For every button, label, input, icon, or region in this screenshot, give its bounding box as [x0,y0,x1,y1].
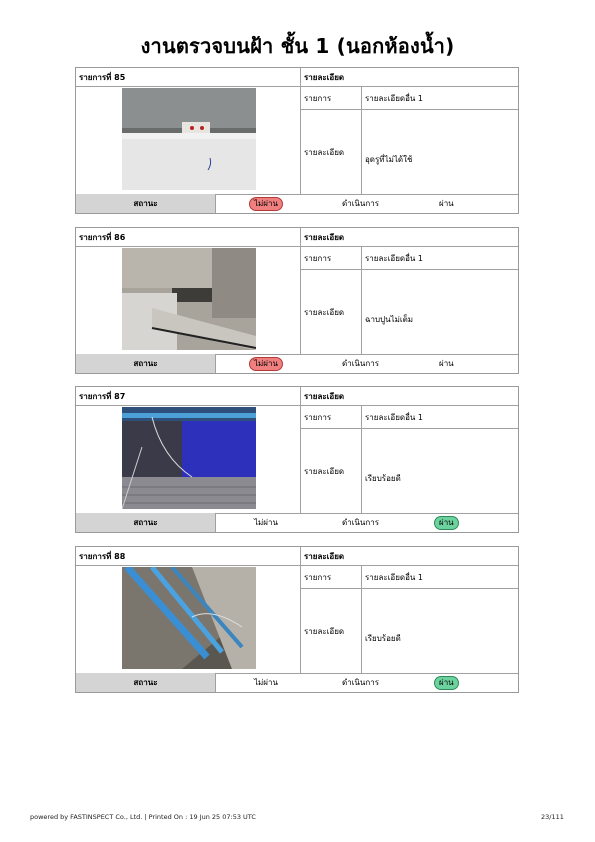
status-label: สถานะ [76,354,216,373]
detail-heading: รายละเอียด [304,392,345,401]
status-fail-option[interactable]: ไม่ผ่าน [254,518,278,527]
item-heading: รายการที่ 88 [79,552,126,561]
inspection-photo[interactable] [122,88,256,190]
status-fail-option[interactable]: ไม่ผ่าน [249,357,283,371]
status-in-progress-option[interactable]: ดำเนินการ [342,518,379,527]
detail-label: รายละเอียด [304,307,345,317]
item-value: รายละเอียดอื่น 1 [365,93,424,103]
status-in-progress-option[interactable]: ดำเนินการ [342,199,379,208]
detail-value: เรียบร้อยดี [365,633,401,643]
inspection-card-85 [75,67,519,214]
item-label: รายการ [304,253,332,263]
detail-label: รายละเอียด [304,147,345,157]
status-pass-option[interactable]: ผ่าน [439,359,454,368]
item-label: รายการ [304,572,332,582]
detail-label: รายละเอียด [304,626,345,636]
inspection-card-88 [75,546,519,693]
page-title: งานตรวจบนฝ้า ชั้น 1 (นอกห้องน้ำ) [140,34,455,58]
inspection-card-86 [75,227,519,374]
status-label: สถานะ [76,194,216,213]
item-label: รายการ [304,93,332,103]
status-pass-option[interactable]: ผ่าน [434,676,459,690]
status-row [76,673,518,692]
item-heading: รายการที่ 86 [79,233,126,242]
status-row [76,513,518,532]
inspection-photo[interactable] [122,407,256,509]
status-in-progress-option[interactable]: ดำเนินการ [342,359,379,368]
item-heading: รายการที่ 87 [79,392,126,401]
status-label: สถานะ [76,673,216,692]
detail-value: เรียบร้อยดี [365,473,401,483]
detail-value: ฉาบปูนไม่เต็ม [365,314,414,324]
status-fail-option[interactable]: ไม่ผ่าน [254,678,278,687]
item-value: รายละเอียดอื่น 1 [365,572,424,582]
status-pass-option[interactable]: ผ่าน [439,199,454,208]
item-value: รายละเอียดอื่น 1 [365,253,424,263]
status-label: สถานะ [76,513,216,532]
status-row [76,194,518,213]
status-fail-option[interactable]: ไม่ผ่าน [249,197,283,211]
page-number: 23/111 [541,813,564,821]
status-pass-option[interactable]: ผ่าน [434,516,459,530]
detail-label: รายละเอียด [304,466,345,476]
inspection-photo[interactable] [122,248,256,350]
detail-value: อุดรูที่ไม่ได้ใช้ [365,154,413,164]
inspection-card-87 [75,386,519,533]
status-in-progress-option[interactable]: ดำเนินการ [342,678,379,687]
detail-heading: รายละเอียด [304,552,345,561]
item-value: รายละเอียดอื่น 1 [365,412,424,422]
inspection-photo[interactable] [122,567,256,669]
item-heading: รายการที่ 85 [79,73,126,82]
status-row [76,354,518,373]
detail-heading: รายละเอียด [304,233,345,242]
item-label: รายการ [304,412,332,422]
detail-heading: รายละเอียด [304,73,345,82]
footer-credit: powered by FASTINSPECT Co., Ltd. | Printed On : 19 Jun 25 07:53 UTC [30,813,256,821]
